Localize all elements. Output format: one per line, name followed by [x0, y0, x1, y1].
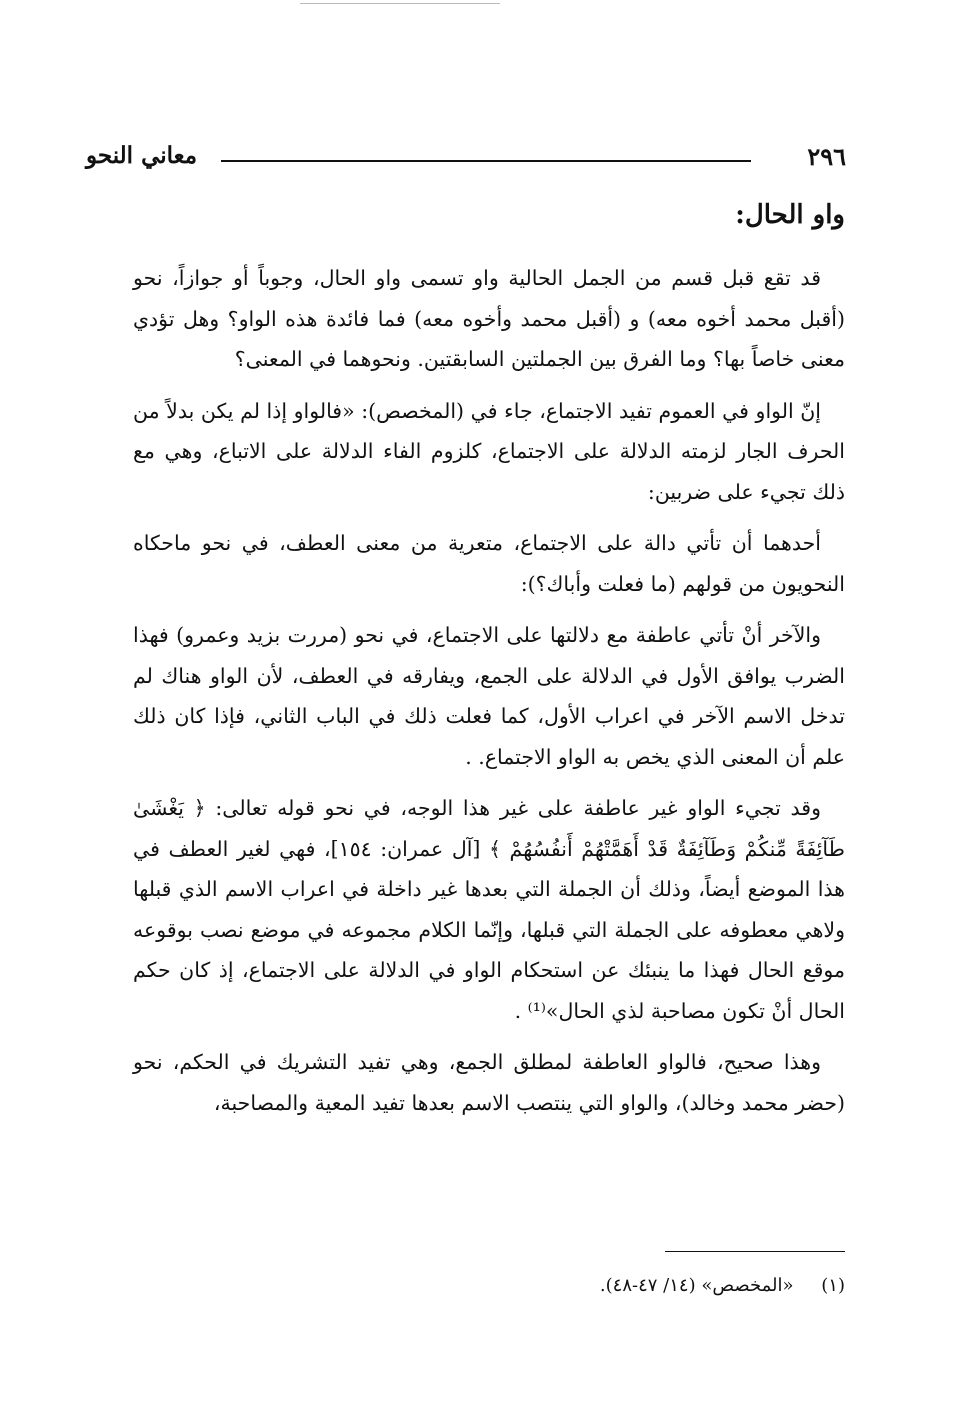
paragraph: وقد تجيء الواو غير عاطفة على غير هذا الوجه، في نحو قوله تعالى: ﴿ يَغْشَىٰ طَآئِفَةً مِّنكُمْ وَطَآئِفَةٌ قَدْ أَهَمَّتْهُمْ أَنفُسُهُمْ ﴾ [آل عمران: ١٥٤]، فهي لغير العطف في هذا الموضع أيضاً، وذلك أن الجملة التي بعدها غير داخلة في اعراب الاسم الذي قبلها ولاهي معطوفه على الجملة التي قبلها، وإنّما الكلام مجموعه في موضع نصب بوقوعه موقع الحال فهذا ما ينبئك عن استحكام الواو في الدلالة على الاجتماع، إذ كان حكم الحال أنْ تكون مصاحبة لذي الحال»⁽¹⁾ . [133, 796, 845, 1023]
page-number: ٢٩٦ [807, 142, 846, 171]
header-rule [221, 160, 751, 162]
footnote [600, 1275, 845, 1296]
footnote-number: (١) [821, 1275, 845, 1296]
body-text [133, 258, 845, 1134]
footnote-text: «المخصص» (١٤/ ٤٧-٤٨). [599, 1275, 794, 1296]
paragraph: أحدهما أن تأتي دالة على الاجتماع، متعرية من معنى العطف، في نحو ماحكاه النحويون من قولهم (ما فعلت وأباك؟): [133, 531, 845, 596]
footnote-rule [665, 1251, 845, 1252]
paragraph: إنّ الواو في العموم تفيد الاجتماع، جاء في (المخصص): «فالواو إذا لم يكن بدلاً من الحرف الجار لزمته الدلالة على الاجتماع، كلزوم الفاء الدلالة على الاتباع، وهي مع ذلك تجيء على ضربين: [133, 398, 845, 504]
paragraph: والآخر أنْ تأتي عاطفة مع دلالتها على الاجتماع، في نحو (مررت بزيد وعمرو) فهذا الضرب يوافق الأول في الدلالة على الجمع، ويفارقه في العطف، لأن الواو هناك لم تدخل الاسم الآخر في اعراب الأول، كما فعلت ذلك في الباب الثاني، فإذا كان ذلك علم أن المعنى الذي يخص به الواو الاجتماع. . [133, 623, 845, 769]
paragraph: وهذا صحيح، فالواو العاطفة لمطلق الجمع، وهي تفيد التشريك في الحكم، نحو (حضر محمد وخالد)، والواو التي ينتصب الاسم بعدها تفيد المعية والمصاحبة، [133, 1050, 845, 1115]
page-header [86, 142, 846, 176]
running-title: معاني النحو [86, 142, 198, 169]
top-rule [300, 3, 500, 4]
paragraph: قد تقع قبل قسم من الجمل الحالية واو تسمى واو الحال، وجوباً أو جوازاً، نحو (أقبل محمد أخوه معه) و (أقبل محمد وأخوه معه) فما فائدة هذه الواو؟ وهل تؤدي معنى خاصاً بها؟ وما الفرق بين الجملتين السابقتين. ونحوهما في المعنى؟ [133, 266, 845, 371]
section-title: واو الحال: [735, 200, 845, 230]
